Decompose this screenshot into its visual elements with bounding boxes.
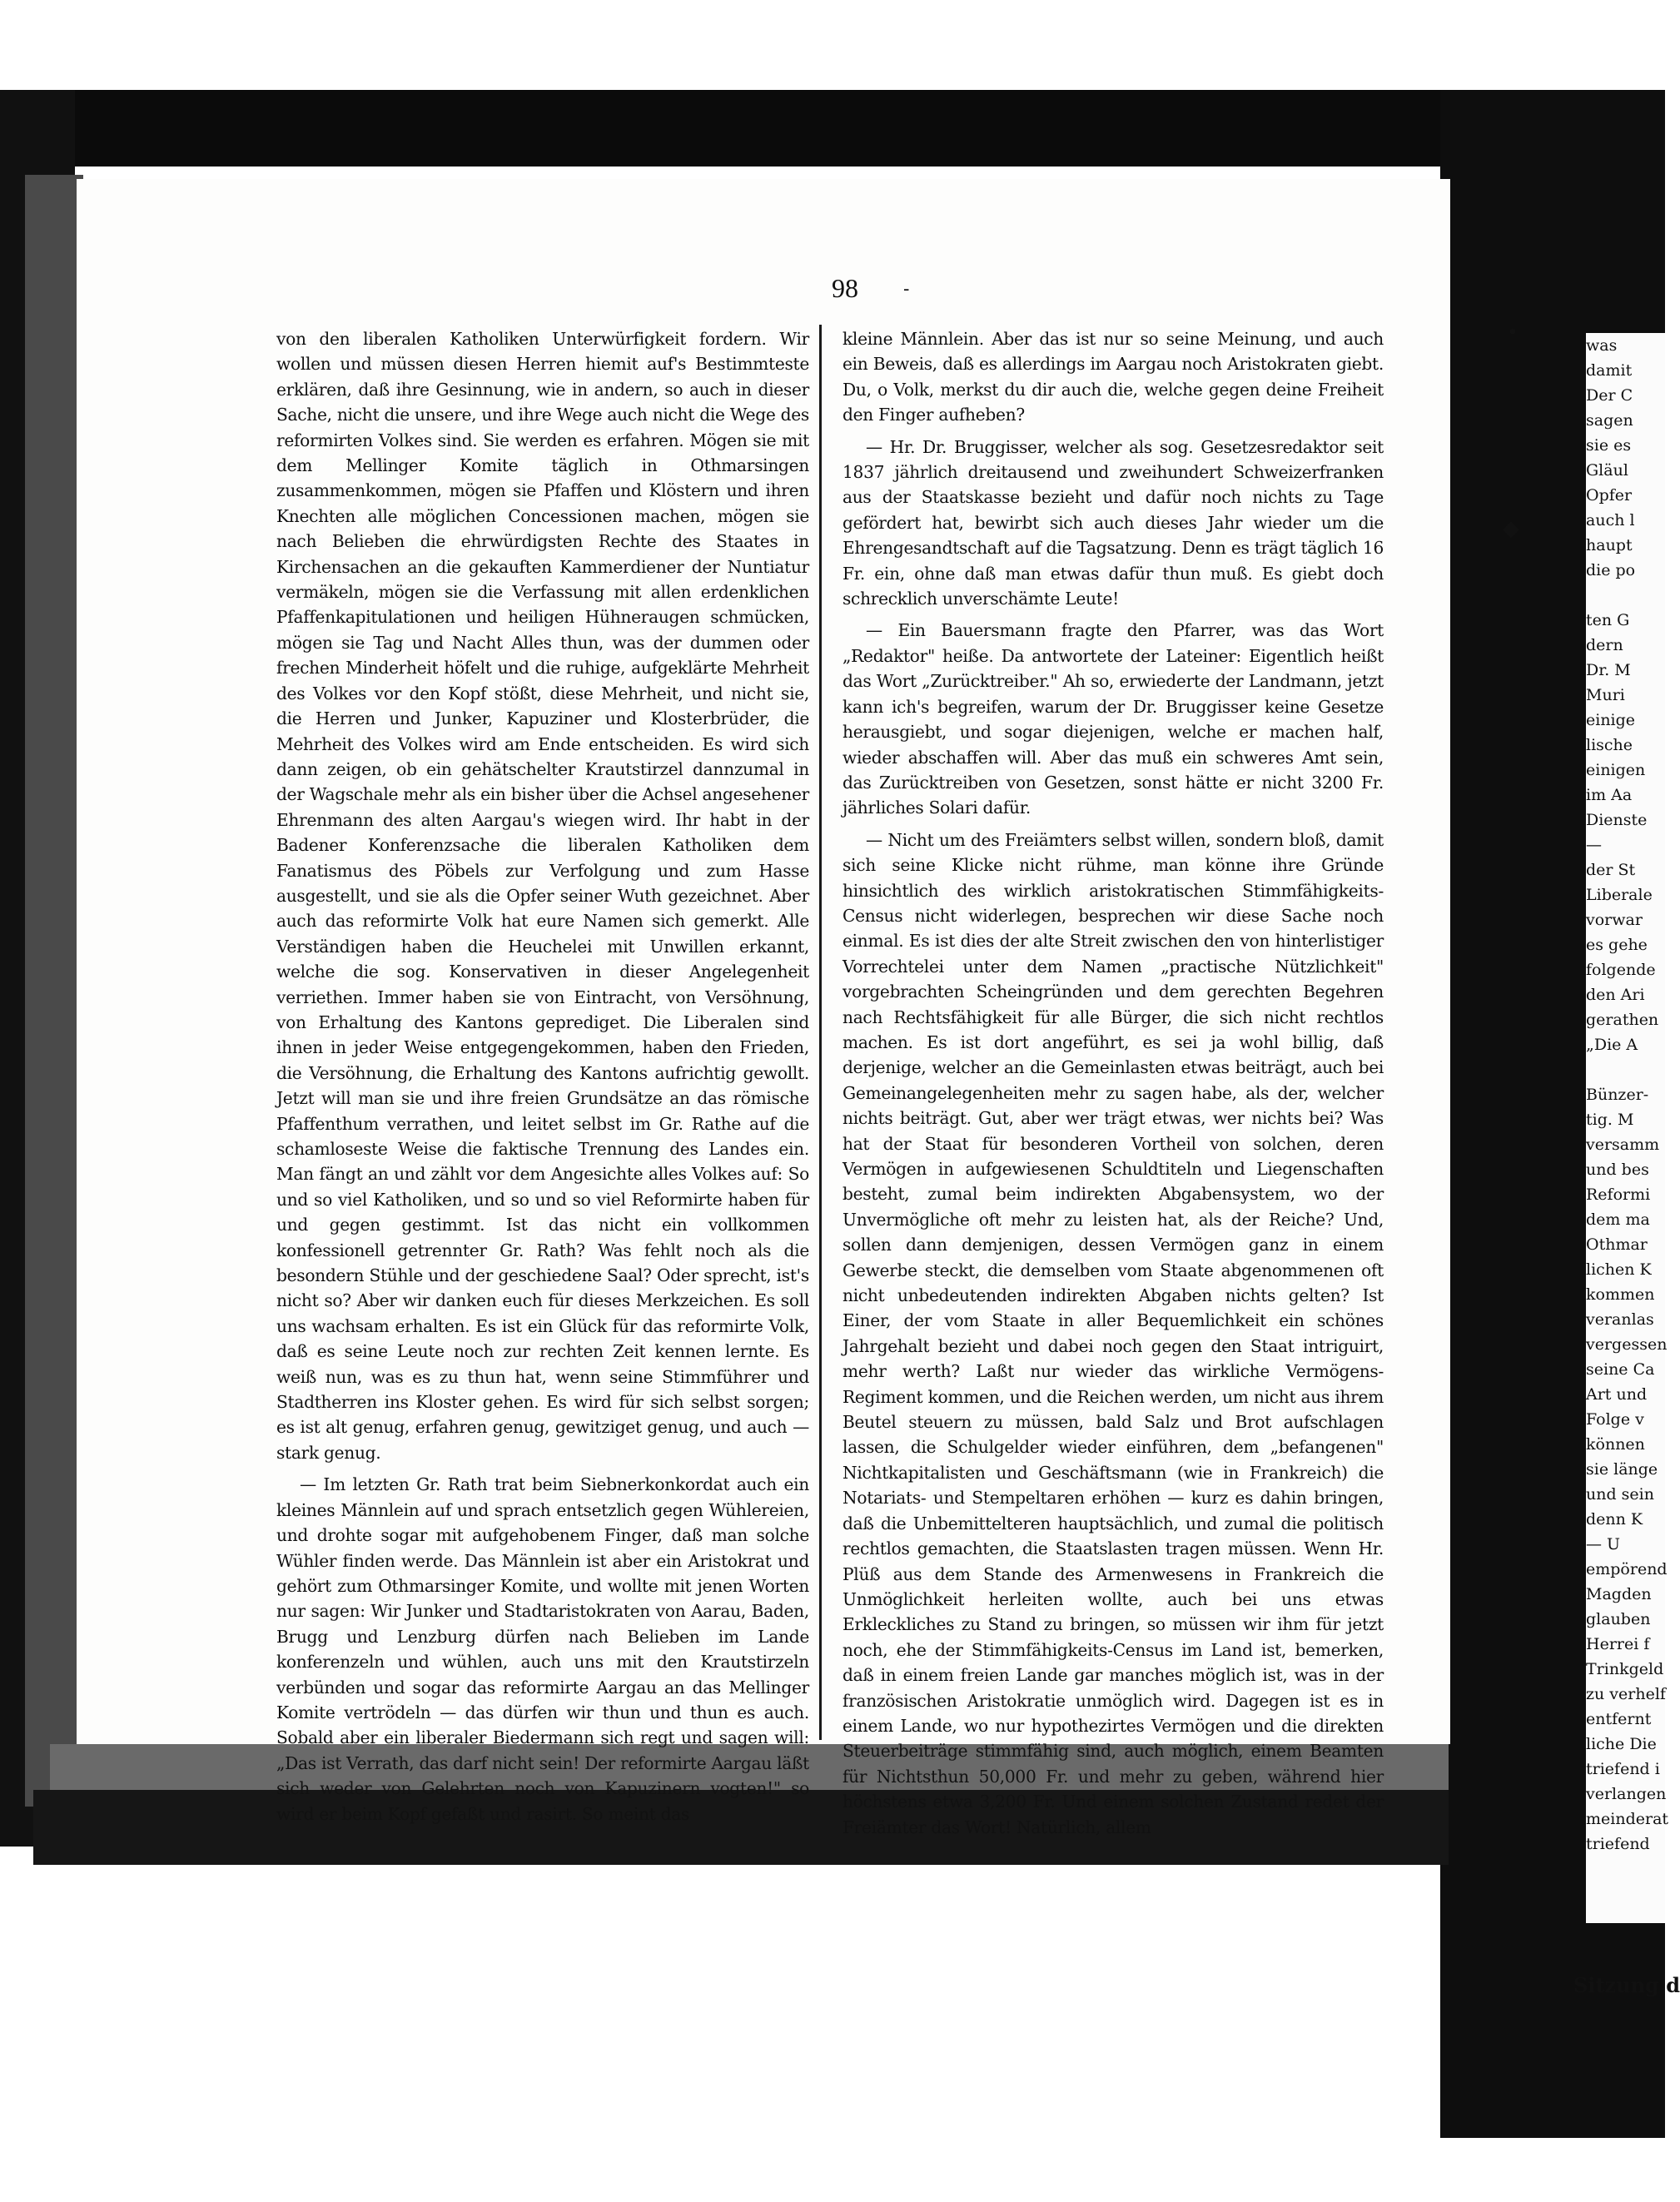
adjacent-page-line: — U — [1586, 1535, 1621, 1553]
scan-border-left-shadow — [25, 175, 83, 1807]
right-paragraph-2: — Hr. Dr. Bruggisser, welcher als sog. Gesetzesredaktor seit 1837 jährlich dreitausend und zweihundert Schweizerfranken aus der Staatskasse bezieht und dafür noch nichts zu Tage gefördert hat, bewirbt sich auch dieses Jahr wieder um die Ehrengesandtschaft auf die Tagsatzung. Denn es trägt täglich 16 Fr. ein, ohne daß man etwas dafür thun muß. Es giebt doch schrecklich unverschämte Leute! — [842, 436, 1384, 609]
adjacent-page-line: dern — [1586, 636, 1623, 654]
adjacent-page-line: Gläul — [1586, 461, 1628, 480]
adjacent-page-line: Folge v — [1586, 1410, 1644, 1429]
adjacent-page-line: denn K — [1586, 1510, 1643, 1528]
adjacent-page-line: zu verhelf — [1586, 1685, 1666, 1703]
adjacent-page-line — [1586, 583, 1665, 608]
adjacent-page-line: Trinkgeld — [1586, 1660, 1664, 1678]
adjacent-page-line: seine Ca — [1586, 1360, 1655, 1379]
adjacent-page-footer: Sitzung d — [1573, 1973, 1680, 1997]
adjacent-page-line: Liberale — [1586, 886, 1653, 904]
adjacent-page-line: triefend — [1586, 1835, 1650, 1853]
adjacent-page-line: dem ma — [1586, 1210, 1650, 1229]
adjacent-page-line: Art und — [1586, 1385, 1648, 1404]
adjacent-page-line: der St — [1586, 861, 1636, 879]
adjacent-page-line: meinderat — [1586, 1810, 1669, 1828]
adjacent-page-line: damit — [1586, 361, 1633, 380]
adjacent-page-line: und sein — [1586, 1485, 1654, 1504]
adjacent-page-line: lichen K — [1586, 1260, 1652, 1279]
adjacent-page-line: folgende — [1586, 961, 1656, 979]
adjacent-page-line: sagen — [1586, 411, 1633, 430]
adjacent-page-line: die po — [1586, 561, 1636, 579]
adjacent-page-line: gerathen — [1586, 1011, 1659, 1029]
adjacent-page-line: tig. M — [1586, 1111, 1634, 1129]
left-column — [276, 326, 809, 1824]
adjacent-page-line: Der C — [1586, 386, 1633, 405]
column-rule — [819, 325, 822, 1740]
right-column — [842, 326, 1384, 1837]
adjacent-page-fragment — [1586, 333, 1669, 1923]
adjacent-page-line: im Aa — [1586, 786, 1633, 804]
adjacent-page-line: Othmar — [1586, 1235, 1648, 1254]
adjacent-page-line: können — [1586, 1435, 1645, 1454]
left-paragraph-1: von den liberalen Katholiken Unterwürfigkeit fordern. Wir wollen und müssen diesen Herren hiemit auf's Bestimmteste erklären, daß ihre Gesinnung, wie in andern, so auch in dieser Sache, nicht die unsere, und ihre Wege auch nicht die Wege des reformirten Volkes sind. Sie werden es erfahren. Mögen sie mit dem Mellinger Komite täglich in Othmarsingen zusammenkommen, mögen sie Pfaffen und Klöstern und ihren Knechten alle möglichen Concessionen machen, mögen sie nach Belieben die ehrwürdigsten Rechte des Staates in Kirchensachen an die gekauften Kammerdiener der Nuntiatur vermäkeln, mögen sie die Verfassung mit allen erdenklichen Pfaffenkapitulationen und heiligen Hühneraugen schmücken, mögen sie Tag und Nacht Alles thun, was der dummen oder frechen Minderheit höfelt und die ruhige, aufgeklärte Mehrheit des Volkes vor den Kopf stößt, diese Mehrheit, und nicht sie, die Herren und Junker, Kapuziner und Klosterbrüder, die Mehrheit des Volkes wird am Ende entscheiden. Es wird sich dann zeigen, ob ein gehätschelter Krautstirzel dannzumal in der Wagschale mehr als ein bisher über die Achsel angesehener Ehrenmann des alten Aargau's wiegen wird. Ihr habt in der Badener Konferenzsache die liberalen Katholiken dem Fanatismus des Pöbels zur Verfolgung und zum Hasse ausgestellt, und sie als die Opfer seiner Wuth gezeichnet. Aber auch das reformirte Volk hat eure Namen sich gemerkt. Alle Verständigen haben die Heuchelei mit Unwillen erkannt, welche die sog. Konservativen in dieser Angelegenheit verriethen. Immer haben sie von Eintracht, von Versöhnung, von Erhaltung des Kantons geprediget. Die Liberalen sind ihnen in jeder Weise entgegengekommen, haben den Frieden, die Versöhnung, die Erhaltung des Kantons aufrichtig gewollt. Jetzt will man sie und ihre freien Grundsätze an das römische Pfaffenthum verrathen, und leitet selbst im Gr. Rathe auf die schamloseste Weise die faktische Trennung des Landes ein. Man fängt an und zählt vor dem Angesichte alles Volkes auf: So und so viel Katholiken, und so und so viel Reformirte haben für und gegen gestimmt. Ist das nicht ein vollkommen konfessionell getrennter Gr. Rath? Was fehlt noch als die besondern Stühle und der geschiedene Saal? Oder sprecht, ist's nicht so? Aber wir danken euch für dieses Merkzeichen. Es soll uns wachsam erhalten. Es ist ein Glück für das reformirte Volk, daß es seine Leute noch zur rechten Zeit kennen lernte. Es weiß nun, was es zu thun hat, wenn seine Stimmführer und Stadtherren ins Kloster gehen. Es wird für sich selbst sorgen; es ist alt genug, erfahren genug, gewitziget genug, und auch — stark genug. — [276, 329, 809, 1463]
adjacent-page-line: kommen — [1586, 1285, 1655, 1304]
margin-mark: ◆ — [1503, 516, 1519, 541]
adjacent-page-line: was — [1586, 336, 1618, 355]
adjacent-page-line: versamm — [1586, 1136, 1660, 1154]
adjacent-page-line: sie es — [1586, 436, 1632, 455]
adjacent-page-line: und bes — [1586, 1161, 1649, 1179]
adjacent-page-line: veranlas — [1586, 1310, 1654, 1329]
right-paragraph-1: kleine Männlein. Aber das ist nur so seine Meinung, und auch ein Beweis, daß es allerdings im Aargau noch Aristokraten giebt. Du, o Volk, merkst du dir auch die, welche gegen deine Freiheit den Finger aufheben? — [842, 329, 1384, 425]
adjacent-page-line: Reformi — [1586, 1186, 1651, 1204]
adjacent-page-line: triefend i — [1586, 1760, 1660, 1778]
right-paragraph-3: — Ein Bauersmann fragte den Pfarrer, was das Wort „Redaktor" heiße. Da antwortete der Lateiner: Eigentlich heißt das Wort „Zurücktreiber." Ah so, erwiederte der Landmann, jetzt kann ich's begreifen, warum der Dr. Bruggisser keine Gesetze herausgiebt, und sogar diejenigen, welche er machen half, wieder abschaffen will. Aber das muß ein schweres Amt sein, das Zurücktreiben von Gesetzen, sonst hätte er nicht 3200 Fr. jährliches Solari dafür. — [842, 620, 1384, 818]
adjacent-page-line: den Ari — [1586, 986, 1645, 1004]
adjacent-page-line: empörend — [1586, 1560, 1668, 1578]
adjacent-page-line: Magden — [1586, 1585, 1652, 1603]
adjacent-page-line: sie länge — [1586, 1460, 1658, 1479]
adjacent-page-line: glauben — [1586, 1610, 1651, 1628]
adjacent-page-line: lische — [1586, 736, 1633, 754]
adjacent-page-line: vergessen — [1586, 1335, 1668, 1354]
adjacent-page-line: es gehe — [1586, 936, 1648, 954]
left-paragraph-2: — Im letzten Gr. Rath trat beim Siebnerkonkordat auch ein kleines Männlein auf und sprach entsetzlich gegen Wühlereien, und drohte sogar mit aufgehobenem Finger, daß man solche Wühler finden werde. Das Männlein ist aber ein Aristokrat und gehört zum Othmarsinger Komite, und wollte mit jenen Worten nur sagen: Wir Junker und Stadtaristokraten von Aarau, Baden, Brugg und Lenzburg dürfen nach Belieben im Lande konferenzeln und wühlen, auch uns mit den Krautstirzeln verbünden und sogar das reformirte Aargau an das Mellinger Komite vertrödeln — das dürfen wir thun und thun es auch. Sobald aber ein liberaler Biedermann sich regt und sagen will: „Das ist Verrath, das darf nicht sein! Der reformirte Aargau läßt sich weder von Gelehrten noch von Kapuzinern vogten!" so wird er beim Kopf gefaßt und rasirt. So meint das — [276, 1474, 809, 1824]
adjacent-page-line: liche Die — [1586, 1735, 1657, 1753]
adjacent-page-line: Opfer — [1586, 486, 1633, 505]
adjacent-page-line: Herrei f — [1586, 1635, 1650, 1653]
adjacent-page-line: — — [1586, 836, 1602, 854]
adjacent-page-line: Dr. M — [1586, 661, 1631, 679]
adjacent-page-line: auch l — [1586, 511, 1635, 529]
adjacent-page-line: einige — [1586, 711, 1636, 729]
adjacent-page-line: Bünzer- — [1586, 1086, 1649, 1104]
page-number-dash: - — [903, 279, 910, 300]
adjacent-page-line: „Die A — [1586, 1036, 1638, 1054]
adjacent-page-line: verlangen — [1586, 1785, 1667, 1803]
adjacent-page-line: haupt — [1586, 536, 1633, 554]
right-paragraph-4: — Nicht um des Freiämters selbst willen, sondern bloß, damit sich seine Klicke nicht rühme, man könne ihre Gründe hinsichtlich des wirklich aristokratischen Stimmfähigkeits-Census nicht widerlegen, besprechen wir diese Sache noch einmal. Es ist dies der alte Streit zwischen den von hinterlistiger Vorrechtelei unter dem Namen „practische Nützlichkeit" vorgebrachten Scheingründen und dem gerechten Begehren nach Rechtsfähigkeit für alle Bürger, die sich nicht rechtlos machen. Es ist dort angeführt, es sei ja wohl billig, daß derjenige, welcher an die Gemeinlasten etwas beiträgt, auch bei Gemeinangelegenheiten mehr zu sagen habe, als der, welcher nichts beiträgt. Gut, aber wer trägt etwas, wer nichts bei? Was hat der Staat für besonderen Vortheil von solchen, deren Vermögen in aufgewiesenen Schuldtiteln und Liegenschaften besteht, zumal beim indirekten Abgabensystem, wo der Unvermögliche oft mehr zu leisten hat, als der Reiche? Und, sollen dann demjenigen, dessen Vermögen ganz in einem Gewerbe steckt, die demselben vom Staate abgenommenen oft nicht unbedeutenden indirekten Abgaben nichts gelten? Ist Einer, der vom Staate in aller Bequemlichkeit ein schönes Jahrgehalt bezieht und dabei noch gegen den Staat intriguirt, mehr werth? Laßt nur wieder das wirkliche Vermögens-Regiment kommen, und die Reichen werden, um nicht aus ihrem Beutel steuern zu müssen, bald Salz und Brot aufschlagen lassen, die Schulgelder wieder einführen, dem „befangenen" Nichtkapitalisten und Geschäftsmann (wie in Frankreich) die Notariats- und Stempeltaren erhöhen — kurz es dahin bringen, daß die Unbemittelteren hauptsächlich, und zumal die politisch rechtlos gemachten, die Staatslasten tragen müssen. Wenn Hr. Plüß aus dem Stande des Armenwesens in Frankreich die Unmöglichkeit herleiten wollte, auch bei uns etwas Erkleckliches zu Stand zu bringen, so müssen wir ihm für jetzt noch, ehe der Stimmfähigkeits-Census im Land ist, bemerken, daß in einem freien Lande gar manches möglich ist, was in der französischen Aristokratie unmöglich wird. Dagegen ist es in einem Lande, wo nur hypothezirtes Vermögen und die direkten Steuerbeiträge stimmfähig sind, auch möglich, einem Beamten für Nichtsthun 50,000 Fr. und mehr zu geben, während hier höchstens etwa 3,200 Fr. Und einem solchen Zustand redet der Freiämter das Wort! Natürlich, allem — [842, 829, 1384, 1837]
adjacent-page-line: vorwar — [1586, 911, 1643, 929]
scan-border-top — [0, 90, 1665, 167]
adjacent-page-line: einigen — [1586, 761, 1646, 779]
margin-mark: • — [1507, 321, 1519, 344]
adjacent-page-line: Dienste — [1586, 811, 1648, 829]
page-number: 98 — [832, 273, 858, 303]
adjacent-page-line: ten G — [1586, 611, 1630, 629]
adjacent-page-line: Muri — [1586, 686, 1625, 704]
adjacent-page-line: entfernt — [1586, 1710, 1652, 1728]
adjacent-page-line — [1586, 1057, 1665, 1082]
